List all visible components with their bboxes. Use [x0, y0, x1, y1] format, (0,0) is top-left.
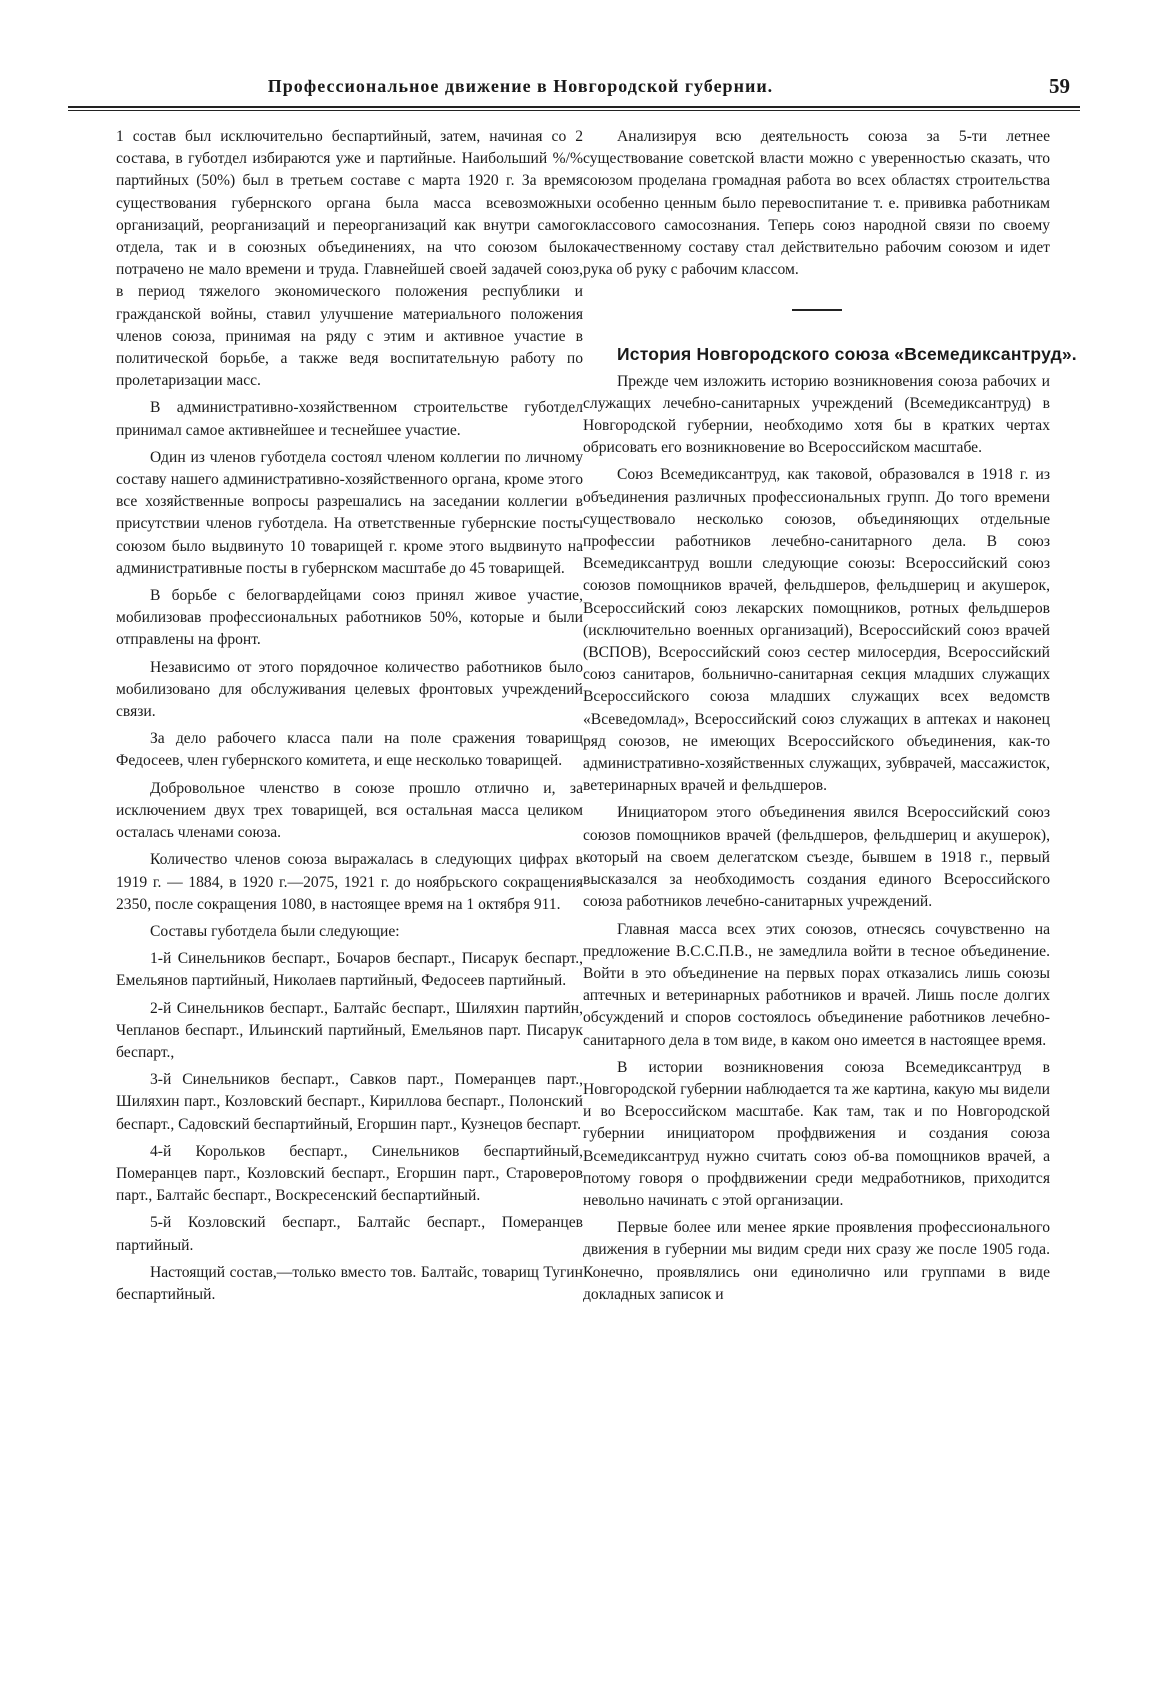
header-rule [68, 106, 1080, 111]
paragraph: Количество членов союза выражалась в следующих цифрах в 1919 г. — 1884, в 1920 г.—2075, 1921 г. до ноябрьского сокращения 2350, после сокращения 1080, в настоящее время на 1 октября 911. [116, 851, 583, 913]
paragraph: В административно-хозяйственном строительстве губотдел принимал самое активнейшее и теснейшее участие. [116, 399, 583, 439]
paragraph: 4-й Корольков беспарт., Синельников беспартийный, Померанцев парт., Козловский беспарт., Егоршин парт., Староверов парт., Балтайс беспарт., Воскресенский беспартийный. [116, 1142, 583, 1205]
section-title: История Новгородского союза «Всемедиксантруд». [617, 344, 1077, 365]
paragraph: 2-й Синельников беспарт., Балтайс беспарт., Шиляхин партийн, Чепланов беспарт., Ильинский партийный, Емельянов парт. Писарук беспарт., [116, 999, 583, 1061]
paragraph: Первые более или менее яркие проявления профессионального движения в губернии мы видим среди них сразу же после 1905 года. Конечно, проявлялись они единолично или группами в виде докладных записок и [583, 1219, 1050, 1303]
paragraph: Главная масса всех этих союзов, отнесясь сочувственно на предложение В.С.С.П.В., не замедлила войти в тесное объединение. Войти в это объединение на первых порах отказались лишь союзы аптечных и ветеринарных работников и врачей. Лишь после долгих обсуждений и споров состоялось объединение работников лечебно-санитарного дела в том виде, в каком оно имеется в настоящее время. [583, 920, 1050, 1049]
right-column [583, 126, 1077, 1311]
paragraph: Анализируя всю деятельность союза за 5-ти летнее существование советской власти можно с уверенностью сказать, что союзом проделана громадная работа во всех областях строительства и особенно ценным было перевоспитание т. е. прививка работникам классового самосознания. Теперь союз народной связи по своему качественному составу стал действительно рабочим союзом и идет рука об руку с рабочим классом. [583, 128, 1050, 279]
paragraph: Добровольное членство в союзе прошло отлично и, за исключением двух трех товарищей, вся остальная масса целиком осталась членами союза. [116, 779, 583, 842]
running-header [68, 74, 1080, 104]
paragraph: Один из членов губотдела состоял членом коллегии по личному составу нашего административно-хозяйственного органа, кроме этого все хозяйственные вопросы разрешались на заседании коллегии в присутствии членов губотдела. На ответственные губернские посты союзом было выдвинуто 10 товарищей г. кроме этого выдвинуто на административные посты в губернском масштабе до 45 товарищей. [116, 448, 583, 577]
paragraph: Инициатором этого объединения явился Всероссийский союз союзов помощников врачей (фельдшеров, фельдшериц и акушерок), который на своем делегатском съезде, бывшем в 1918 г., первый высказался за необходимость создания единого Всероссийского союза работников лечебно-санитарных учреждений. [583, 804, 1050, 911]
paragraph: Союз Всемедиксантруд, как таковой, образовался в 1918 г. из объединения различных профессиональных групп. До того времени существовало несколько союзов, объединяющих отдельные профессии работников лечебно-санитарного дела. В союз Всемедиксантруд вошли следующие союзы: Всероссийский союз союзов помощников врачей, фельдшеров, фельдшериц и акушерок, Всероссийский союз лекарских помощников, ротных фельдшеров (исключительно военных организаций), Всероссийский союз врачей (ВСПОВ), Всероссийский союз сестер милосердия, Всероссийский союз санитаров, больнично-санитарная секция младших служащих Всероссийского союза младших служащих всех ведомств «Всеведомлад», Всероссийский союз служащих в аптеках и наконец ряд союзов, не имеющих Всероссийского объединения, как-то административно-хозяйственных служащих, зубврачей, массажисток, ветеринарных врачей и фельдшеров. [583, 466, 1050, 795]
paragraph: 3-й Синельников беспарт., Савков парт., Померанцев парт., Шиляхин парт., Козловский беспарт., Кириллова беспарт., Полонский беспарт., Садовский беспартийный, Егоршин парт., Кузнецов беспарт. [116, 1071, 583, 1133]
paragraph: В борьбе с белогвардейцами союз принял живое участие, мобилизовав профессиональных работников 50%, которые и были отправлены на фронт. [116, 587, 583, 649]
running-title: Профессиональное движение в Новгородской губернии. [267, 76, 774, 96]
paragraph: 1-й Синельников беспарт., Бочаров беспарт., Писарук беспарт., Емельянов партийный, Николаев партийный, Федосеев партийный. [116, 950, 583, 990]
paragraph: Составы губотдела были следующие: [150, 922, 400, 940]
paragraph: 1 состав был исключительно беспартийный, затем, начиная со 2 состава, в губотдел избираются уже и партийные. Наибольший %/% партийных (50%) был в третьем составе с марта 1920 г. За время существования губернского органа была масса всевозможных организаций, реорганизаций и переорганизаций как внутри самого отдела, так и в союзных объединениях, на что союзом было потрачено не мало времени и труда. Главнейшей своей задачей союз, в период тяжелого экономического положения республики и гражданской войны, ставил улучшение материального положения членов союза, принимая на ряду с этим и активное участие в политической борьбе, а также ведя воспитательную работу по пролетаризации масс. [116, 128, 583, 390]
paragraph: Прежде чем изложить историю возникновения союза рабочих и служащих лечебно-санитарных учреждений (Всемедиксантруд) в Новгородской губернии, необходимо хотя бы в кратких чертах обрисовать его возникновение во Всероссийском масштабе. [583, 372, 1050, 457]
page-number: 59 [1049, 74, 1070, 98]
paragraph: В истории возникновения союза Всемедиксантруд в Новгородской губернии наблюдается та же картина, какую мы видели и во Всероссийском масштабе. Как там, так и по Новгородской губернии инициатором профдвижения и создания союза Всемедиксантруд нужно считать союз об-ва помощников врачей, а потому говоря о профдвижении среди медработников, приходится невольно начинать с этой организации. [583, 1058, 1050, 1209]
paragraph: Независимо от этого порядочное количество работников было мобилизовано для обслуживания целевых фронтовых учреждений связи. [116, 658, 583, 721]
section-divider [792, 309, 842, 311]
left-column [116, 126, 583, 1311]
paragraph: 5-й Козловский беспарт., Балтайс беспарт., Померанцев партийный. [116, 1214, 583, 1254]
paragraph: За дело рабочего класса пали на поле сражения товарищ Федосеев, член губернского комитета, и еще несколько товарищей. [116, 730, 583, 770]
paragraph: Настоящий состав,—только вместо тов. Балтайс, товарищ Тугин беспартийный. [116, 1263, 583, 1303]
